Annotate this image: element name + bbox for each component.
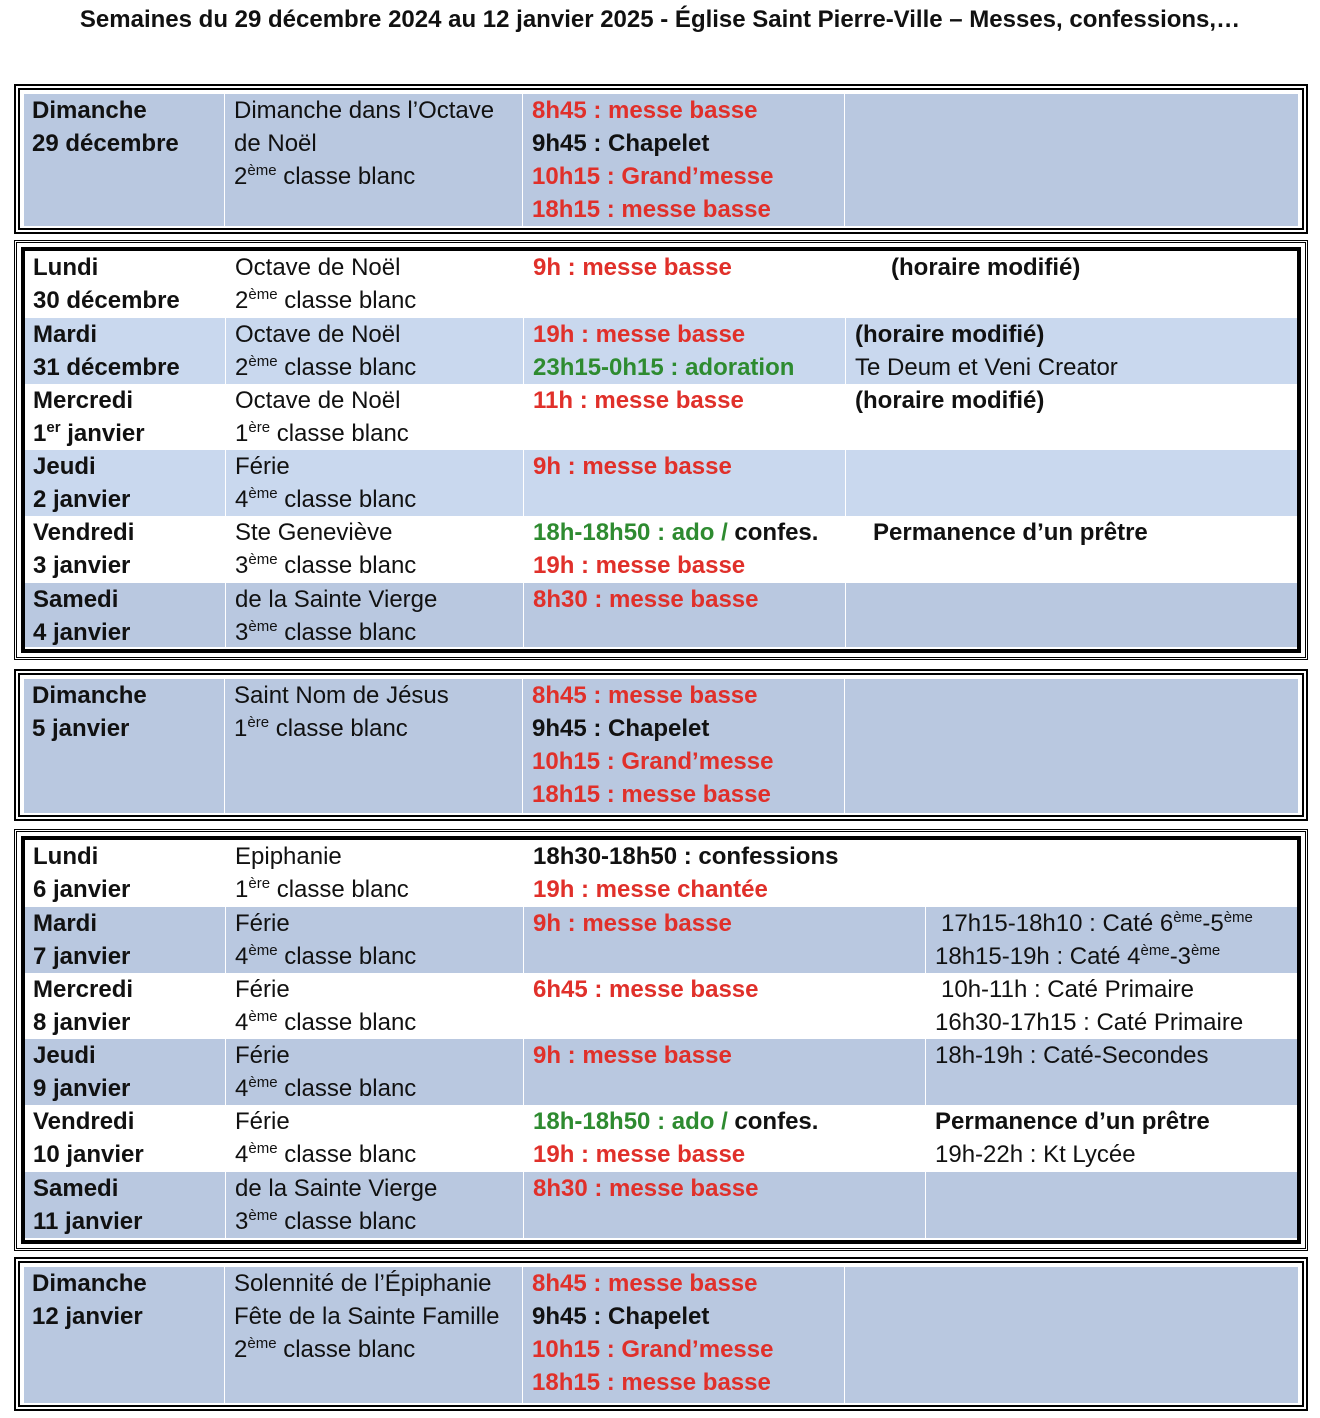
- liturgy-class: 2ème classe blanc: [235, 353, 417, 381]
- liturgy-class: 4ème classe blanc: [235, 1140, 417, 1168]
- service-item: 19h : messe basse: [533, 552, 746, 579]
- sunday-block-29-dec: [14, 84, 1308, 234]
- day-date: 8 janvier: [33, 1009, 131, 1036]
- service-item: 8h45 : messe basse: [532, 682, 758, 709]
- schedule-note: 19h-22h : Kt Lycée: [935, 1141, 1136, 1168]
- day-name: Vendredi: [33, 519, 135, 546]
- schedule-row-sat-4: [25, 583, 1297, 647]
- liturgy-class: 2ème classe blanc: [234, 162, 416, 190]
- service-item: 19h : messe basse: [533, 321, 746, 348]
- service-item: 8h45 : messe basse: [532, 1270, 758, 1297]
- page-title: Semaines du 29 décembre 2024 au 12 janvier 2025 - Église Saint Pierre-Ville – Messes, confessions,…: [79, 6, 1241, 33]
- schedule-row-sun-12: [24, 1267, 1298, 1403]
- day-date: 11 janvier: [33, 1208, 143, 1235]
- schedule-note: Permanence d’un prêtre: [935, 1108, 1210, 1135]
- liturgy-title: Solennité de l’Épiphanie: [234, 1270, 492, 1297]
- liturgy-title: Octave de Noël: [235, 321, 401, 348]
- liturgy-title: Férie: [235, 1108, 290, 1135]
- sunday-block-12-jan: [14, 1257, 1308, 1411]
- liturgy-class: 1ère classe blanc: [234, 714, 408, 742]
- schedule-note: 16h30-17h15 : Caté Primaire: [935, 1009, 1244, 1036]
- service-item: 18h-18h50 : ado / confes.: [533, 1108, 819, 1135]
- schedule-row-fri-3: [25, 516, 1297, 583]
- liturgy-title: Octave de Noël: [235, 387, 401, 414]
- schedule-note: Permanence d’un prêtre: [873, 519, 1148, 546]
- day-name: Vendredi: [33, 1108, 135, 1135]
- day-name: Mardi: [33, 321, 98, 348]
- day-name: Mardi: [33, 910, 98, 937]
- schedule-row-sat-11: [25, 1172, 1297, 1238]
- liturgy-class: 4ème classe blanc: [235, 942, 417, 970]
- liturgy-class: 4ème classe blanc: [235, 485, 417, 513]
- day-cell: [24, 94, 224, 226]
- sunday-block-5-jan: [14, 669, 1308, 821]
- day-name: Mercredi: [33, 387, 134, 414]
- weekday-block-week-2: [14, 829, 1308, 1251]
- schedule-note: 10h-11h : Caté Primaire: [941, 976, 1195, 1003]
- liturgy-title-cont: de Noël: [234, 130, 317, 157]
- day-name: Lundi: [33, 254, 99, 281]
- service-item: 18h-18h50 : ado / confes.: [533, 519, 819, 546]
- service-item: 8h45 : messe basse: [532, 97, 758, 124]
- liturgy-title: Epiphanie: [235, 843, 342, 870]
- day-date: 29 décembre: [32, 130, 179, 157]
- liturgy-title: de la Sainte Vierge: [235, 1175, 438, 1202]
- service-item: 9h : messe basse: [533, 1042, 732, 1069]
- day-date: 4 janvier: [33, 619, 131, 646]
- day-name: Jeudi: [33, 453, 96, 480]
- schedule-row-sun-5: [24, 679, 1298, 813]
- day-name: Mercredi: [33, 976, 134, 1003]
- liturgy-title: Férie: [235, 910, 290, 937]
- schedule-note: (horaire modifié): [855, 387, 1045, 414]
- schedule-row-thu-2: [25, 450, 1297, 516]
- liturgy-title: de la Sainte Vierge: [235, 586, 438, 613]
- liturgy-class: 3ème classe blanc: [235, 618, 417, 646]
- service-item: 23h15-0h15 : adoration: [533, 354, 795, 381]
- liturgy-class: 4ème classe blanc: [235, 1008, 417, 1036]
- liturgy-title-cont: Fête de la Sainte Famille: [234, 1303, 500, 1330]
- service-item: 19h : messe chantée: [533, 876, 768, 903]
- services-cell: [524, 94, 844, 226]
- liturgy-title: Ste Geneviève: [235, 519, 393, 546]
- service-item: 10h15 : Grand’messe: [532, 163, 774, 190]
- liturgy-title: Férie: [235, 976, 290, 1003]
- schedule-note: 18h-19h : Caté-Secondes: [935, 1042, 1209, 1069]
- day-date: 5 janvier: [32, 715, 130, 742]
- day-name: Samedi: [33, 586, 119, 613]
- service-item: 9h : messe basse: [533, 453, 732, 480]
- schedule-row-tue-7: [25, 907, 1297, 973]
- service-item: 18h15 : messe basse: [532, 781, 771, 808]
- liturgy-class: 4ème classe blanc: [235, 1074, 417, 1102]
- day-name: Jeudi: [33, 1042, 96, 1069]
- service-item: 10h15 : Grand’messe: [532, 1336, 774, 1363]
- weekday-block-week-1: [14, 240, 1308, 660]
- day-date: 1er janvier: [33, 419, 145, 447]
- schedule-note: (horaire modifié): [891, 254, 1081, 281]
- liturgy-title: Férie: [235, 453, 290, 480]
- schedule-note: (horaire modifié): [855, 321, 1045, 348]
- liturgy-class: 1ère classe blanc: [235, 875, 409, 903]
- liturgy-title: Octave de Noël: [235, 254, 401, 281]
- service-item: 8h30 : messe basse: [533, 1175, 759, 1202]
- service-item: 9h : messe basse: [533, 254, 732, 281]
- schedule-row-tue-31: [25, 318, 1297, 384]
- day-date: 6 janvier: [33, 876, 131, 903]
- liturgy-class: 2ème classe blanc: [234, 1335, 416, 1363]
- day-name: Dimanche: [32, 97, 147, 124]
- day-date: 3 janvier: [33, 552, 131, 579]
- liturgy-class: 2ème classe blanc: [235, 286, 417, 314]
- schedule-note: 17h15-18h10 : Caté 6ème-5ème: [941, 909, 1253, 937]
- day-date: 10 janvier: [33, 1141, 144, 1168]
- schedule-note: Te Deum et Veni Creator: [855, 354, 1118, 381]
- service-item: 6h45 : messe basse: [533, 976, 759, 1003]
- schedule-row-wed-8: [25, 973, 1297, 1039]
- service-item: 18h30-18h50 : confessions: [533, 843, 839, 870]
- schedule-row-mon-30: [25, 251, 1297, 318]
- schedule-note: 18h15-19h : Caté 4ème-3ème: [935, 942, 1221, 970]
- liturgy-class: 1ère classe blanc: [235, 419, 409, 447]
- day-date: 31 décembre: [33, 354, 180, 381]
- day-date: 12 janvier: [32, 1303, 143, 1330]
- schedule-row-fri-10: [25, 1105, 1297, 1172]
- day-date: 30 décembre: [33, 287, 180, 314]
- liturgy-title: Férie: [235, 1042, 290, 1069]
- service-item: 9h : messe basse: [533, 910, 732, 937]
- liturgy-class: 3ème classe blanc: [235, 551, 417, 579]
- liturgy-title: Dimanche dans l’Octave: [234, 97, 495, 124]
- service-item: 10h15 : Grand’messe: [532, 748, 774, 775]
- day-date: 7 janvier: [33, 943, 131, 970]
- service-item: 11h : messe basse: [533, 387, 744, 414]
- day-name: Lundi: [33, 843, 99, 870]
- service-item: 9h45 : Chapelet: [532, 130, 710, 157]
- day-name: Samedi: [33, 1175, 119, 1202]
- day-date: 2 janvier: [33, 486, 131, 513]
- service-item: 8h30 : messe basse: [533, 586, 759, 613]
- notes-cell: [846, 94, 1298, 226]
- service-item: 9h45 : Chapelet: [532, 1303, 710, 1330]
- schedule-row-thu-9: [25, 1039, 1297, 1105]
- service-item: 18h15 : messe basse: [532, 196, 771, 223]
- liturgy-cell: [226, 94, 522, 226]
- liturgy-class: 3ème classe blanc: [235, 1207, 417, 1235]
- liturgy-title: Saint Nom de Jésus: [234, 682, 449, 709]
- day-name: Dimanche: [32, 1270, 147, 1297]
- schedule-row-mon-6: [25, 840, 1297, 907]
- service-item: 19h : messe basse: [533, 1141, 746, 1168]
- day-date: 9 janvier: [33, 1075, 131, 1102]
- service-item: 9h45 : Chapelet: [532, 715, 710, 742]
- schedule-row-wed-1: [25, 384, 1297, 450]
- day-name: Dimanche: [32, 682, 147, 709]
- schedule-row-sun-29: [24, 94, 1298, 226]
- service-item: 18h15 : messe basse: [532, 1369, 771, 1396]
